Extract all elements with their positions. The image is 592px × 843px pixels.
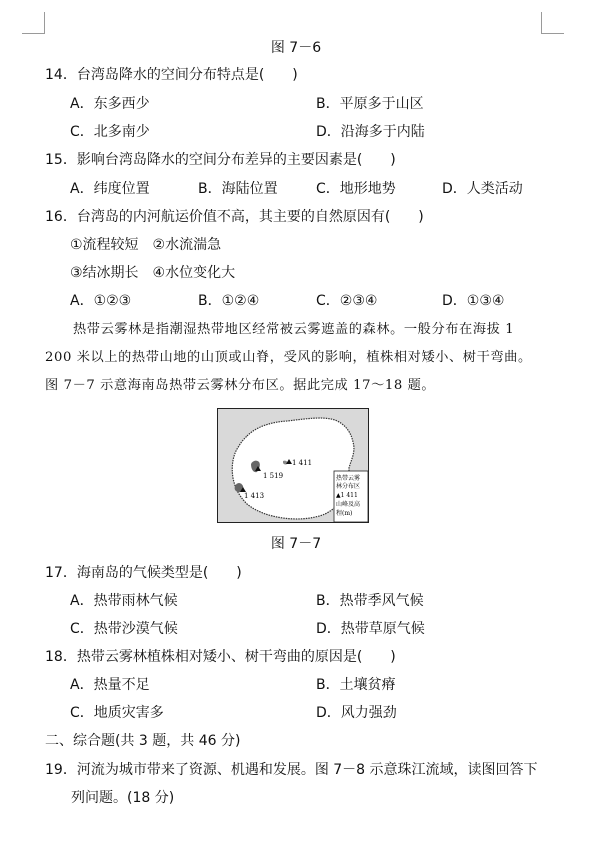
- q16-statement-row-2: ③结冰期长 ④水位变化大: [70, 265, 236, 281]
- passage-line-3: 图 7－7 示意海南岛热带云雾林分布区。据此完成 17～18 题。: [45, 378, 436, 393]
- crop-mark-top-right-vertical: [541, 12, 542, 34]
- q15-stem: 15．影响台湾岛降水的空间分布差异的主要因素是( ): [45, 152, 396, 168]
- legend-line-4: 程(m): [336, 510, 353, 517]
- q14-option-b[interactable]: B．平原多于山区: [316, 96, 424, 112]
- legend-line-3: 山峰及高: [336, 501, 361, 508]
- q14-option-a[interactable]: A．东多西少: [70, 96, 150, 112]
- q14-option-d[interactable]: D．沿海多于内陆: [316, 124, 425, 140]
- q17-stem: 17．海南岛的气候类型是( ): [45, 565, 242, 581]
- q18-option-d[interactable]: D．风力强劲: [316, 705, 397, 721]
- passage-line-2: 200 米以上的热带山地的山顶或山脊，受风的影响，植株相对矮小、树干弯曲。: [45, 350, 532, 365]
- q18-stem: 18．热带云雾林植株相对矮小、树干弯曲的原因是( ): [45, 649, 396, 665]
- peak-label-1: 1 411: [292, 459, 313, 467]
- crop-mark-top-right-horizontal: [541, 33, 564, 34]
- q18-option-a[interactable]: A．热量不足: [70, 677, 150, 693]
- q16-stem: 16．台湾岛的内河航运价值不高，其主要的自然原因有( ): [45, 209, 424, 225]
- q16-option-b[interactable]: B．①②④: [198, 293, 260, 309]
- peak-label-3: 1 413: [244, 492, 265, 500]
- q15-option-b[interactable]: B．海陆位置: [198, 181, 278, 197]
- q17-option-d[interactable]: D．热带草原气候: [316, 621, 425, 637]
- crop-mark-top-left-vertical: [44, 12, 45, 34]
- q18-option-b[interactable]: B．土壤贫瘠: [316, 677, 396, 693]
- q15-option-a[interactable]: A．纬度位置: [70, 181, 150, 197]
- q16-option-c[interactable]: C．②③④: [316, 293, 378, 309]
- q16-option-d[interactable]: D．①③④: [442, 293, 505, 309]
- passage-line-1: 热带云雾林是指潮湿热带地区经常被云雾遮盖的森林。一般分布在海拔 1: [73, 322, 515, 337]
- q15-option-d[interactable]: D．人类活动: [442, 181, 523, 197]
- q19-line-2: 列问题。(18 分): [71, 790, 175, 806]
- q16-option-a[interactable]: A．①②③: [70, 293, 132, 309]
- q14-stem: 14．台湾岛降水的空间分布特点是( ): [45, 67, 298, 83]
- q19-line-1: 19．河流为城市带来了资源、机遇和发展。图 7－8 示意珠江流域，读图回答下: [45, 762, 538, 778]
- q15-option-c[interactable]: C．地形地势: [316, 181, 396, 197]
- q18-option-c[interactable]: C．地质灾害多: [70, 705, 164, 721]
- figure-7-6-caption: 图 7－6: [270, 40, 322, 56]
- q16-statement-row-1: ①流程较短 ②水流湍急: [70, 237, 222, 253]
- legend-peak: ▲1 411: [336, 492, 358, 499]
- q17-option-b[interactable]: B．热带季风气候: [316, 593, 424, 609]
- peak-label-2: 1 519: [263, 472, 284, 480]
- legend-line-1: 热带云雾: [336, 475, 361, 482]
- q17-option-c[interactable]: C．热带沙漠气候: [70, 621, 178, 637]
- crop-mark-top-left-horizontal: [22, 33, 45, 34]
- legend-line-2: 林分布区: [336, 483, 361, 490]
- q14-option-c[interactable]: C．北多南少: [70, 124, 150, 140]
- figure-7-7-caption: 图 7－7: [270, 536, 322, 552]
- section-2-heading: 二、综合题(共 3 题，共 46 分): [45, 733, 241, 749]
- q17-option-a[interactable]: A．热带雨林气候: [70, 593, 178, 609]
- hainan-cloud-forest-map: [217, 408, 369, 523]
